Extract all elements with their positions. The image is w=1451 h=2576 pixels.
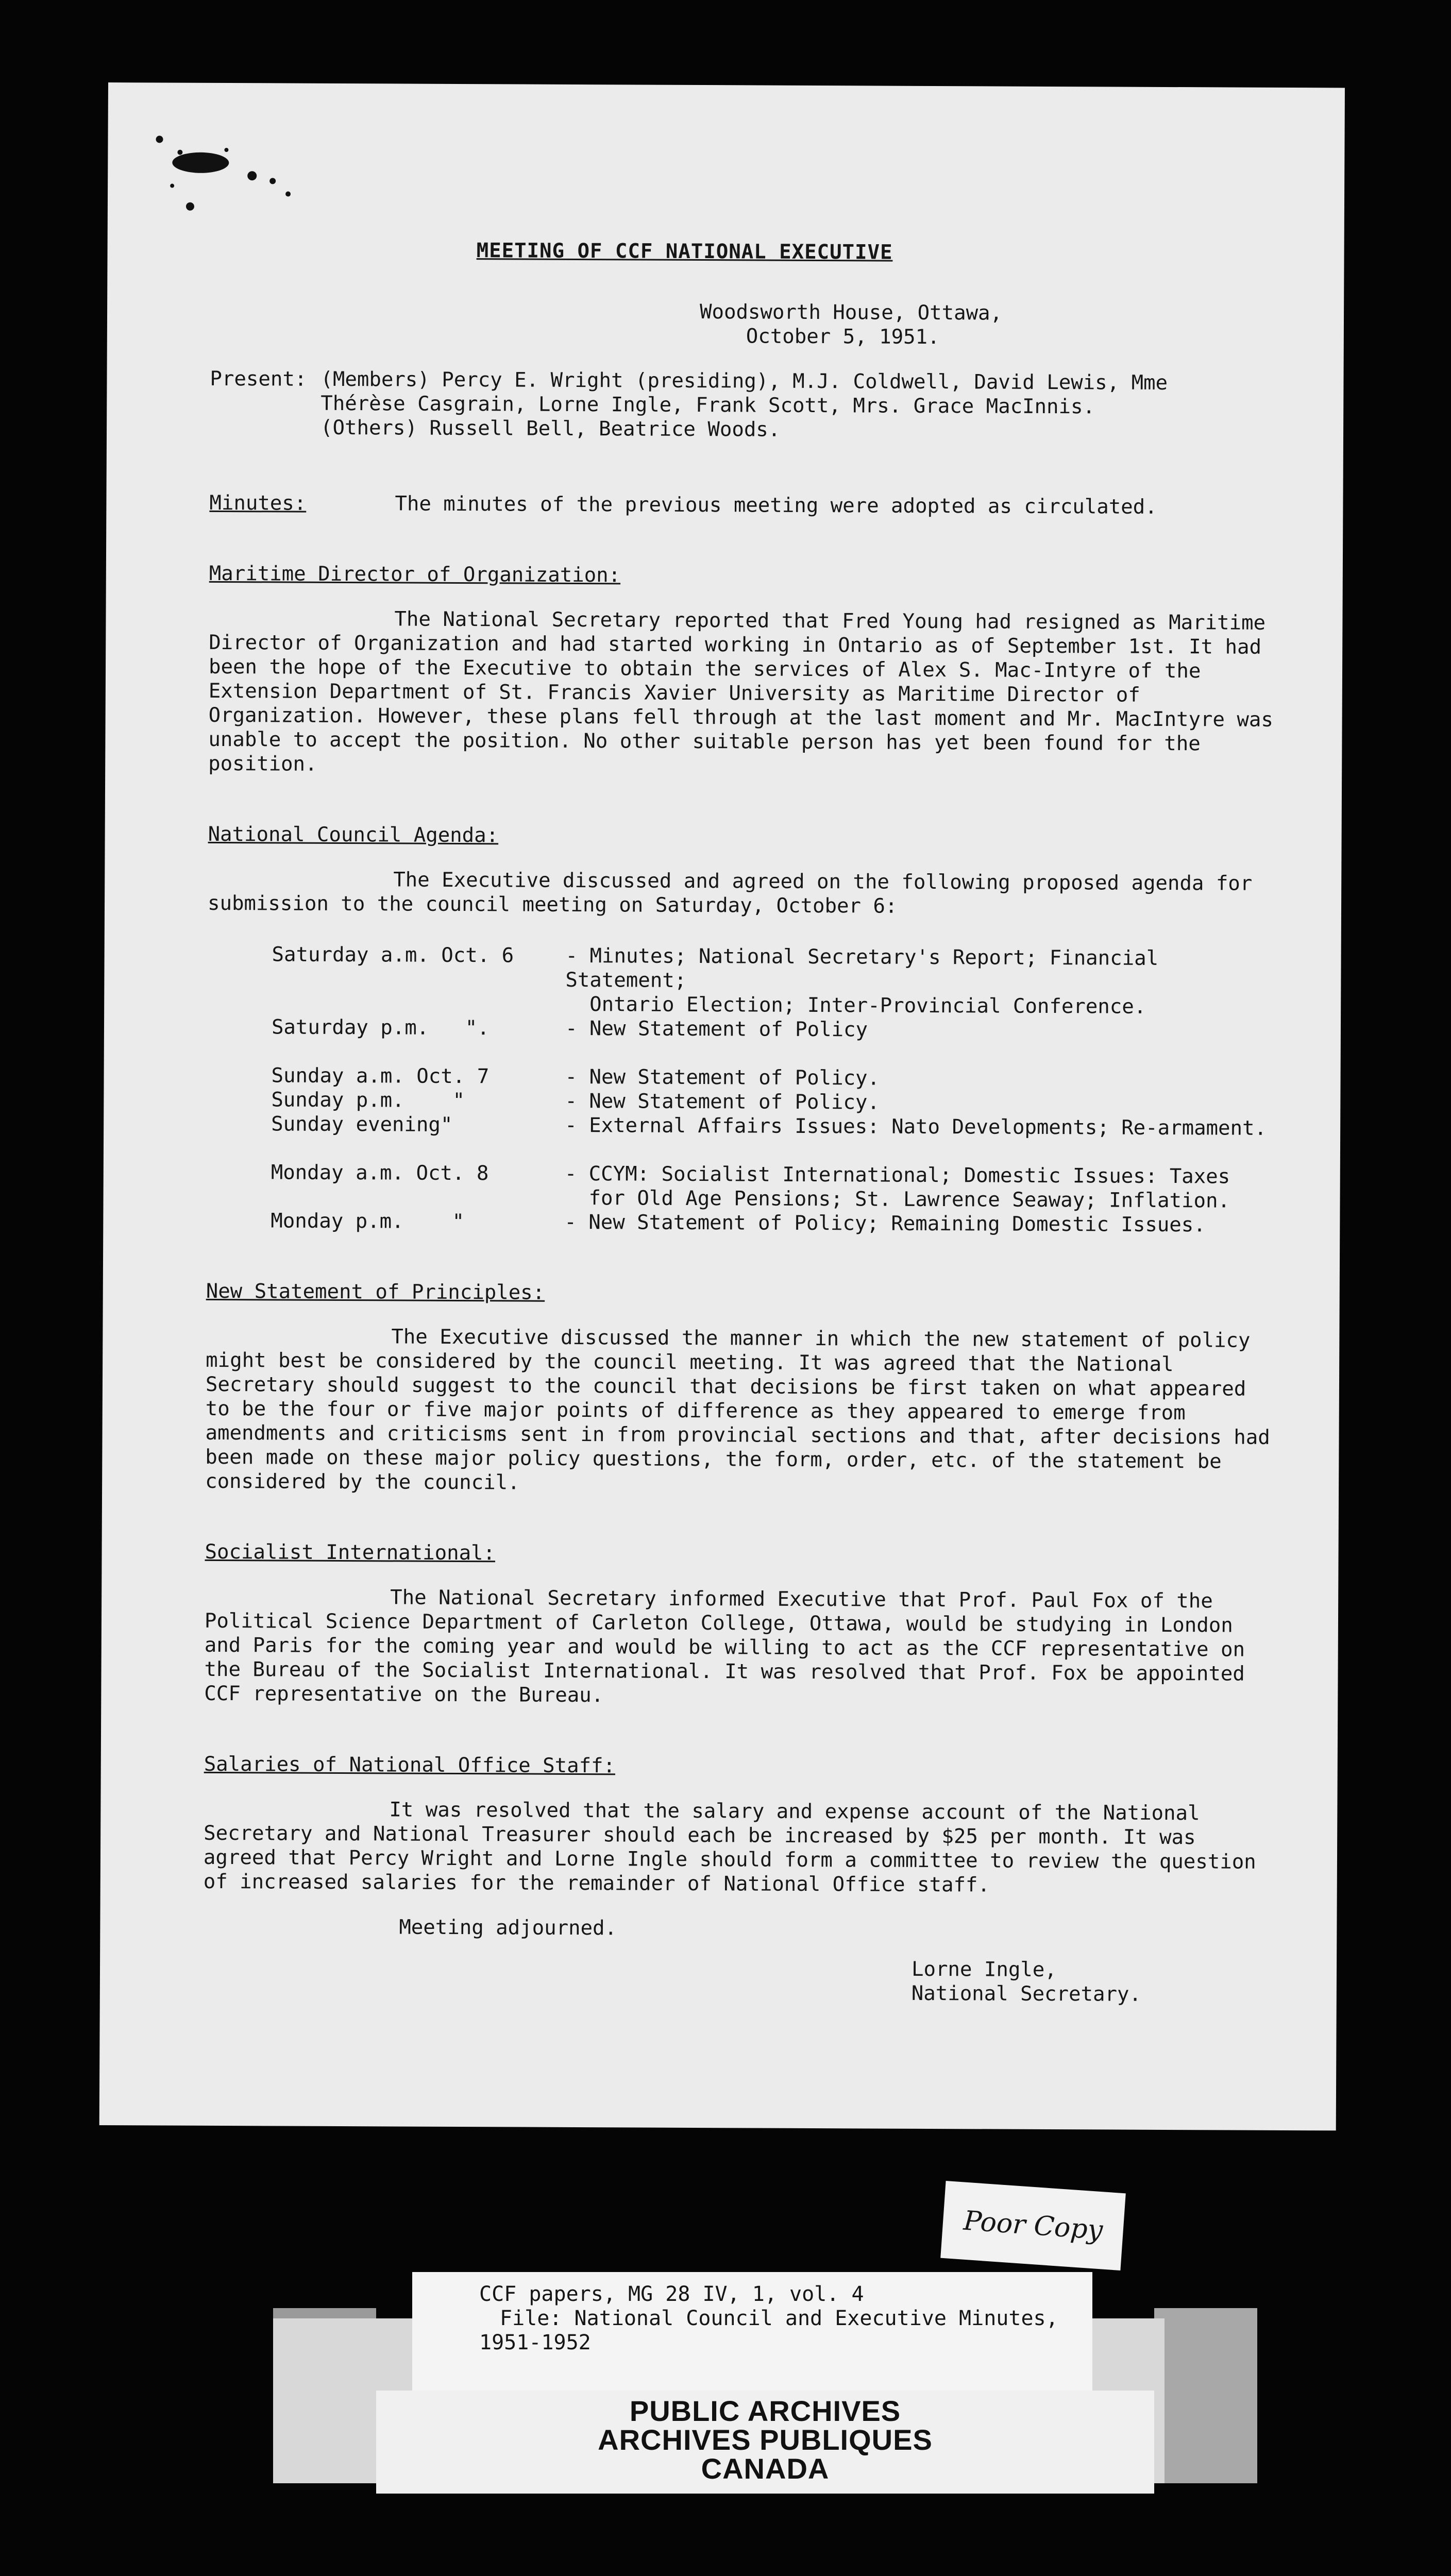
principles-paragraph: The Executive discussed the manner in which the new statement of policy might best be considered by the council meeting. It was agreed that the National Secretary should suggest to the council that decisions be first taken on what appeared to be the four or five major points of difference as they appeared to emerge from amendments and criticisms sent in from provincial sections and that, after decisions had been made on these major policy questions, the form, order, etc. of the statement be considered by the council. (205, 1325, 1270, 1495)
minutes-text: The minutes of the previous meeting were adopted as circulated. (395, 492, 1157, 519)
principles-heading: New Statement of Principles: (206, 1279, 545, 1304)
meeting-place: Woodsworth House, Ottawa, (699, 300, 1003, 325)
handwritten-note: Poor Copy (940, 2181, 1126, 2270)
salaries-heading: Salaries of National Office Staff: (204, 1752, 616, 1778)
agenda-group-saturday (272, 942, 1279, 1044)
agenda-when: Saturday p.m. ". (271, 1015, 490, 1040)
agenda-what: - External Affairs Issues: Nato Developments; Re-armament. (565, 1113, 1267, 1140)
maritime-heading: Maritime Director of Organization: (209, 562, 621, 587)
agenda-heading: National Council Agenda: (208, 822, 499, 848)
meeting-place-date (700, 300, 1282, 351)
present-line: (Members) Percy E. Wright (presiding), M.J. Coldwell, David Lewis, Mme (320, 367, 1168, 395)
minutes-section (209, 491, 1281, 520)
maritime-paragraph: The National Secretary reported that Fred Young had resigned as Maritime Director of Organization and had started working in Ontario as of September 1st. It had been the hope of the Executive to obtain the services of Alex S. Mac-Intyre of the Extension Department of St. Francis Xavier University as Maritime Director of Organization. However, these plans fell through at the last moment and Mr. MacIntyre was unable to accept the position. No other suitable person has yet been found for the position. (208, 607, 1273, 776)
agenda-group-monday (271, 1160, 1278, 1238)
ink-smudge-icon (123, 103, 309, 223)
attendance (210, 367, 1282, 444)
agenda-group-sunday (271, 1063, 1279, 1141)
agenda-row (272, 942, 1279, 1020)
agenda-row (271, 1160, 1278, 1213)
agenda-what: - New Statement of Policy; Remaining Domestic Issues. (564, 1210, 1206, 1237)
stamp-line: PUBLIC ARCHIVES (629, 2395, 901, 2427)
agenda-row (271, 1063, 1278, 1092)
agenda-row (272, 1015, 1279, 1044)
meeting-adjourned: Meeting adjourned. (399, 1916, 617, 1940)
document-title: MEETING OF CCF NATIONAL EXECUTIVE (476, 239, 893, 264)
agenda-what: - New Statement of Policy. (565, 1089, 880, 1114)
archive-ref-line: 1951-1952 (479, 2331, 591, 2354)
agenda-when: Sunday evening" (271, 1112, 453, 1137)
public-archives-stamp (376, 2391, 1154, 2494)
salaries-paragraph: It was resolved that the salary and expense account of the National Secretary and National Treasurer should each be increased by $25 per month. It was agreed that Percy Wright and Lorne Ingle should form a committee to review the question of increased salaries for the remainder of National Office staff. (203, 1798, 1256, 1897)
agenda-what: - CCYM: Socialist International; Domestic Issues: Taxes for Old Age Pensions; St. Lawrence Seaway; Inflation. (564, 1162, 1230, 1213)
signature-block (912, 1957, 1275, 2007)
agenda-what: - New Statement of Policy (565, 1016, 868, 1042)
archive-reference-label (412, 2272, 1092, 2391)
minutes-label: Minutes: (209, 491, 307, 515)
agenda-intro: The Executive discussed and agreed on the following proposed agenda for submission to the council meeting on Saturday, October 6: (207, 868, 1253, 918)
agenda-what: - New Statement of Policy. (565, 1065, 880, 1090)
document-page (99, 82, 1345, 2130)
meeting-date: October 5, 1951. (746, 325, 940, 349)
present-line: Thérèse Casgrain, Lorne Ingle, Frank Scott, Mrs. Grace MacInnis. (320, 392, 1095, 419)
present-line: (Others) Russell Bell, Beatrice Woods. (320, 416, 781, 442)
agenda-row (271, 1088, 1278, 1116)
signature-title: National Secretary. (911, 1981, 1142, 2006)
present-label: Present: (210, 367, 307, 391)
label-clip-right (1154, 2308, 1257, 2483)
agenda-when: Sunday a.m. Oct. 7 (271, 1064, 490, 1089)
socialist-heading: Socialist International: (205, 1540, 496, 1565)
stamp-line: CANADA (701, 2452, 830, 2485)
agenda-row (271, 1209, 1278, 1238)
stamp-line: ARCHIVES PUBLIQUES (598, 2424, 933, 2456)
present-list (320, 367, 1168, 444)
agenda-when: Monday a.m. Oct. 8 (271, 1161, 489, 1185)
agenda-row (271, 1112, 1278, 1141)
agenda-when: Saturday a.m. Oct. 6 (272, 943, 514, 968)
archive-ref-line: File: National Council and Executive Minutes, (500, 2307, 1058, 2330)
agenda-what: - Minutes; National Secretary's Report; Financial Statement; Ontario Election; Inter-Provincial Conference. (565, 944, 1171, 1019)
agenda-when: Sunday p.m. " (271, 1088, 465, 1113)
agenda-when: Monday p.m. " (271, 1209, 465, 1234)
archive-ref-line: CCF papers, MG 28 IV, 1, vol. 4 (479, 2282, 864, 2306)
socialist-paragraph: The National Secretary informed Executive that Prof. Paul Fox of the Political Science Department of Carleton College, Ottawa, would be studying in London and Paris for the coming year and would be willing to act as the CCF representative on the Bureau of the Socialist International. It was resolved that Prof. Fox be appointed CCF representative on the Bureau. (204, 1586, 1245, 1707)
minutes-document (203, 238, 1283, 2007)
agenda-schedule (271, 942, 1279, 1238)
signature-name: Lorne Ingle, (911, 1957, 1057, 1982)
